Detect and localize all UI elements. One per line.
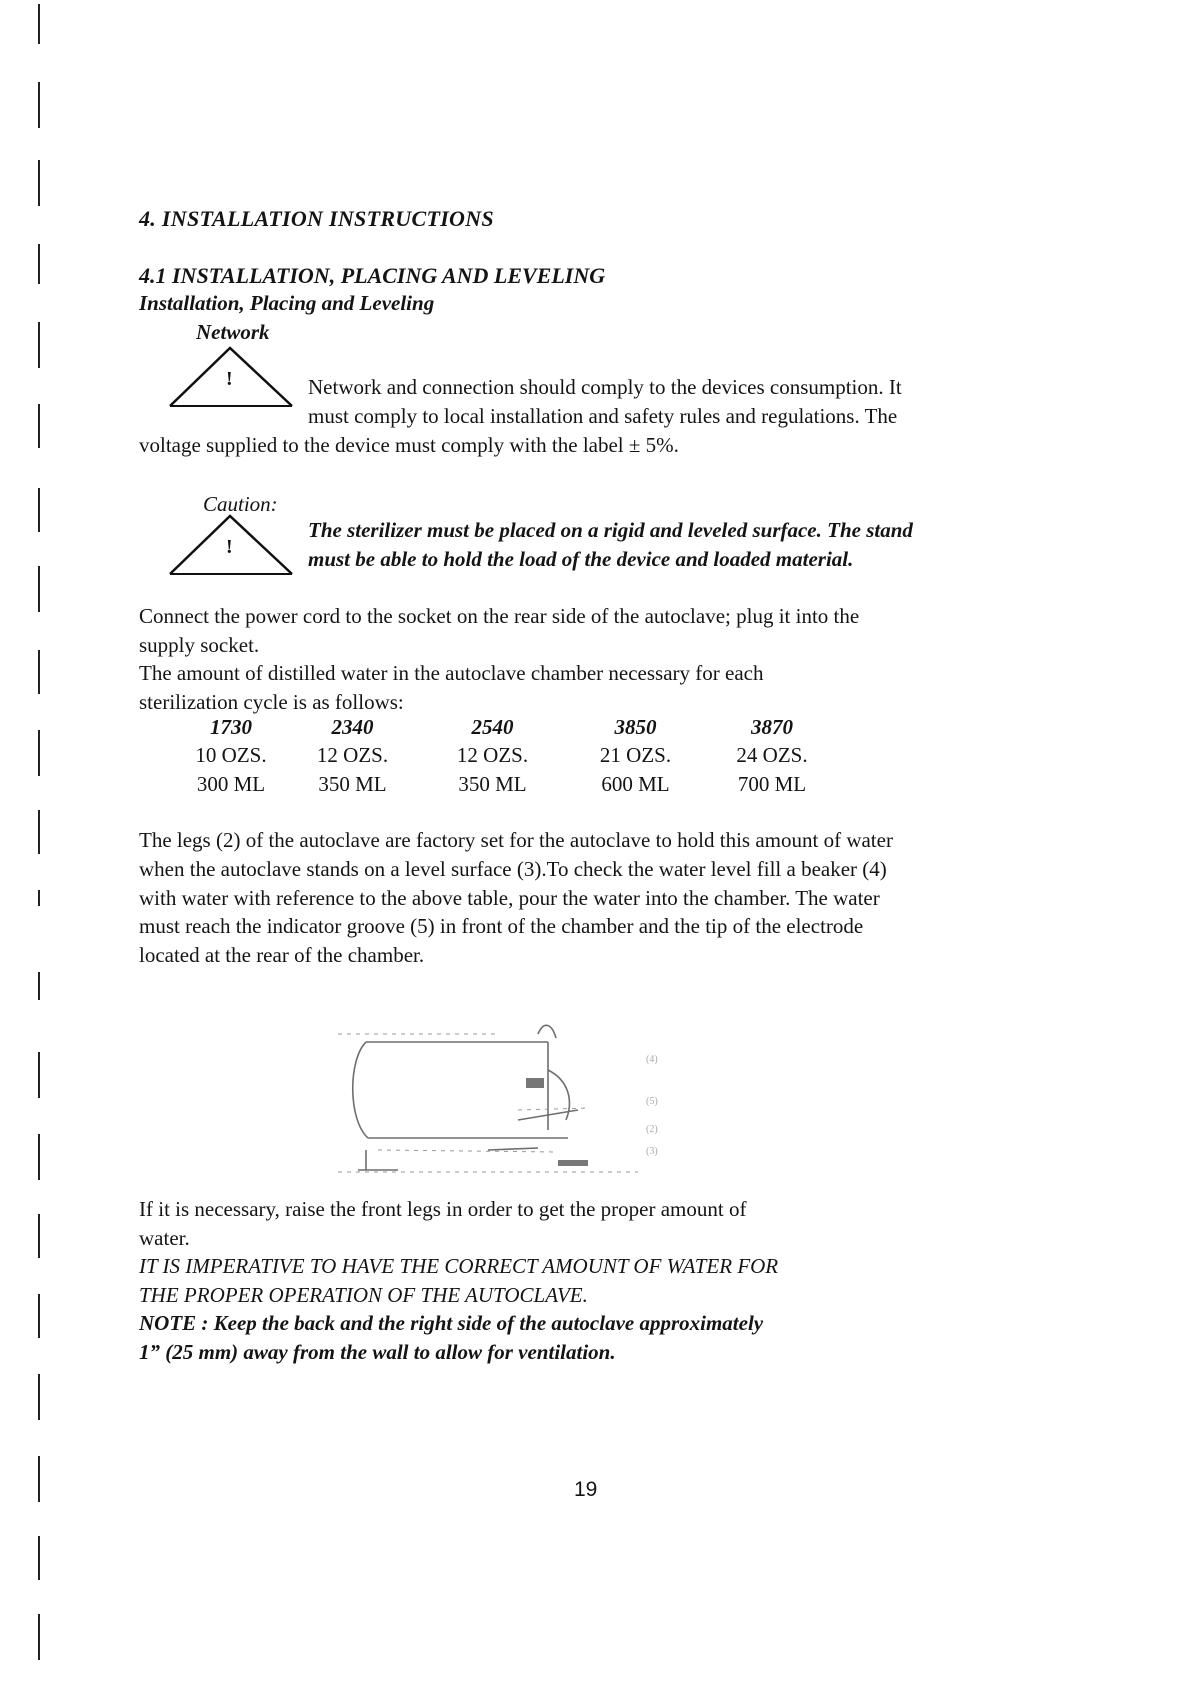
caution-line-2: must be able to hold the load of the device and loaded material. (308, 547, 854, 571)
figure-label: (4) (646, 1054, 658, 1065)
network-line-2: must comply to local installation and safety rules and regulations. The (308, 404, 898, 428)
connect-line-1: Connect the power cord to the socket on the rear side of the autoclave; plug it into the (139, 604, 860, 628)
autoclave-illustration (338, 1010, 678, 1182)
network-line-3: voltage supplied to the device must comply with the label ± 5%. (139, 433, 679, 457)
page-number: 19 (574, 1478, 598, 1501)
imperative-line-2: THE PROPER OPERATION OF THE AUTOCLAVE. (139, 1283, 588, 1307)
figure-label: (5) (646, 1096, 658, 1107)
raise-line-2: water. (139, 1226, 190, 1250)
legs-line-3: with water with reference to the above table, pour the water into the chamber. The water (139, 886, 880, 910)
amount-line-2: sterilization cycle is as follows: (139, 690, 404, 714)
amount-line-1: The amount of distilled water in the autoclave chamber necessary for each (139, 661, 764, 685)
figure-label: (2) (646, 1124, 658, 1135)
binding-marks (38, 0, 44, 1688)
connect-line-2: supply socket. (139, 633, 260, 657)
subsection-heading: 4.1 INSTALLATION, PLACING AND LEVELING (139, 263, 606, 288)
legs-line-1: The legs (2) of the autoclave are factory set for the autoclave to hold this amount of water (139, 828, 893, 852)
exclamation-mark: ! (226, 536, 233, 558)
caution-line-1: The sterilizer must be placed on a rigid and leveled surface. The stand (308, 518, 913, 542)
ml-cell: 350 ML (458, 771, 527, 796)
imperative-line-1: IT IS IMPERATIVE TO HAVE THE CORRECT AMOUNT OF WATER FOR (139, 1254, 779, 1278)
network-line-1: Network and connection should comply to the devices consumption. It (308, 375, 902, 399)
ounces-cell: 21 OZS. (599, 743, 672, 768)
model-cell: 2540 (471, 714, 514, 739)
ml-cell: 700 ML (737, 771, 807, 796)
ounces-cell: 12 OZS. (456, 743, 529, 768)
ml-cell: 300 ML (196, 771, 266, 796)
section-heading: 4. INSTALLATION INSTRUCTIONS (139, 206, 494, 231)
figure-label: (3) (646, 1146, 658, 1157)
ounces-cell: 10 OZS. (195, 743, 267, 768)
model-cell: 3850 (614, 714, 657, 739)
model-cell: 1730 (210, 714, 252, 739)
warning-triangle-icon (168, 346, 294, 408)
model-cell: 2340 (331, 714, 374, 739)
caution-label: Caution: (203, 492, 278, 516)
subsection-subtitle: Installation, Placing and Leveling (139, 291, 435, 315)
ml-cell: 350 ML (318, 771, 387, 796)
table-row-models (178, 713, 837, 742)
table-row-ounces (178, 742, 837, 771)
model-cell: 3870 (751, 714, 793, 739)
raise-line-1: If it is necessary, raise the front legs in order to get the proper amount of (139, 1197, 747, 1221)
ounces-cell: 24 OZS. (736, 743, 808, 768)
note-line-2: 1” (25 mm) away from the wall to allow for ventilation. (139, 1340, 616, 1364)
note-line-1: NOTE : Keep the back and the right side of the autoclave approximately (139, 1311, 764, 1335)
network-label: Network (196, 320, 270, 344)
caution-triangle-icon (168, 514, 294, 576)
legs-line-2: when the autoclave stands on a level surface (3).To check the water level fill a beaker (4) (139, 857, 887, 881)
ounces-cell: 12 OZS. (316, 743, 389, 768)
ml-cell: 600 ML (601, 771, 670, 796)
legs-line-5: located at the rear of the chamber. (139, 943, 425, 967)
table-row-millilitres (178, 770, 837, 799)
legs-line-4: must reach the indicator groove (5) in front of the chamber and the tip of the electrode (139, 914, 864, 938)
exclamation-mark: ! (226, 368, 233, 390)
water-amount-table (178, 713, 837, 799)
